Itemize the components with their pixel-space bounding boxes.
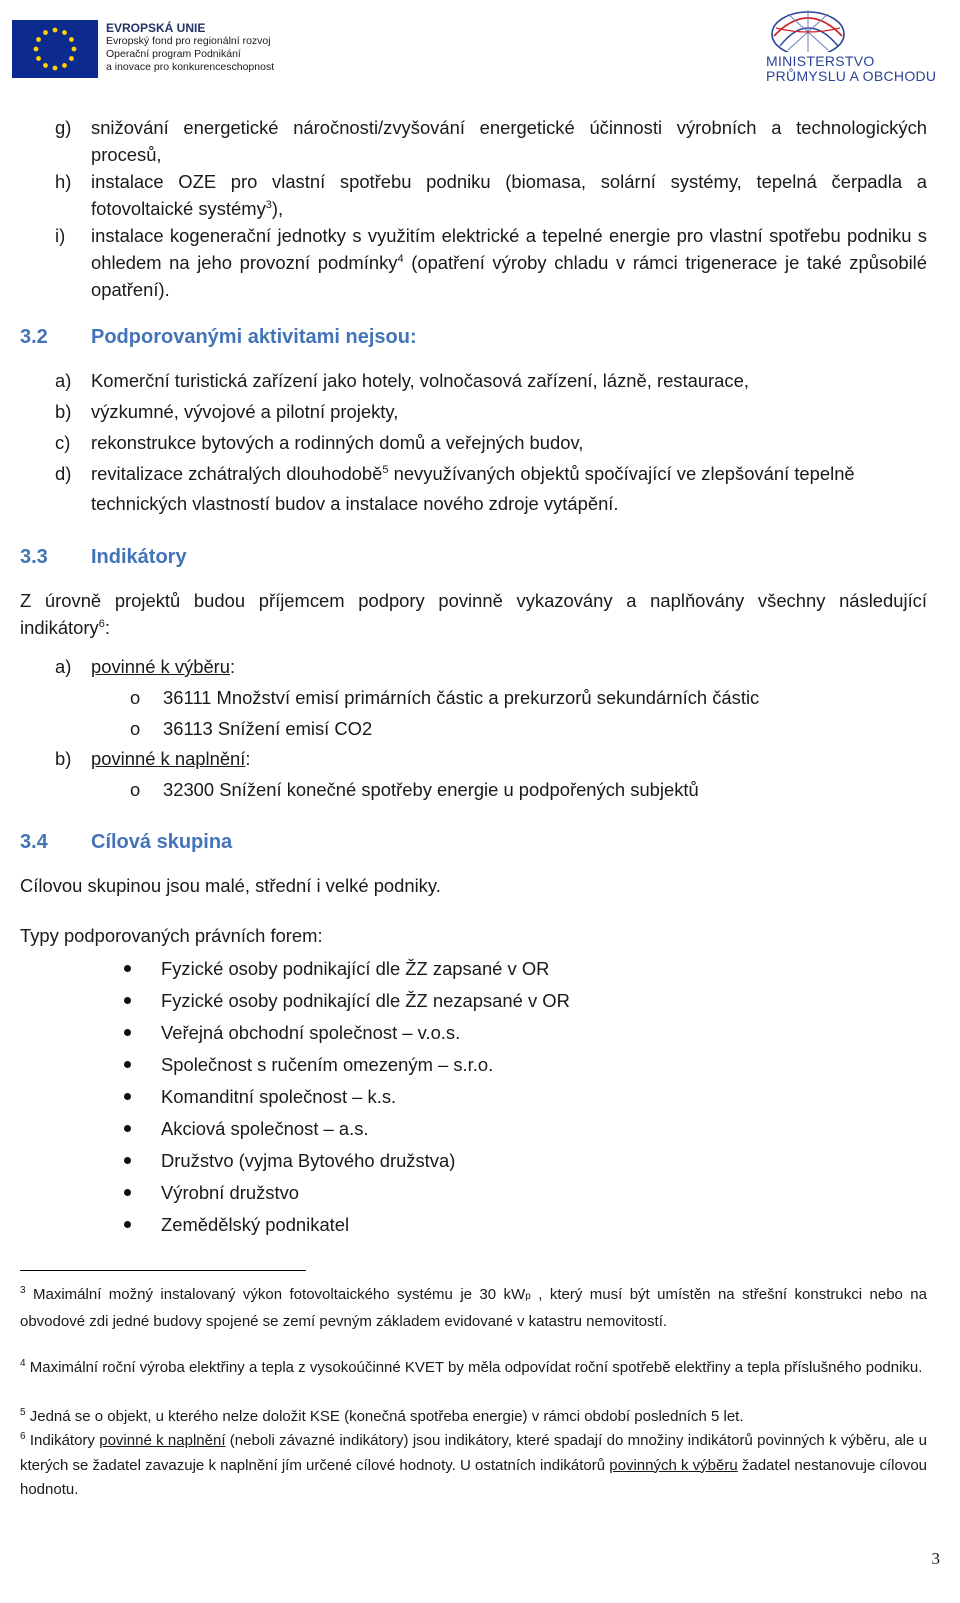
eu-line: a inovace pro konkurenceschopnost: [106, 61, 275, 73]
footnote-text: Indikátory: [29, 1432, 100, 1449]
list-marker: a): [55, 370, 72, 391]
group-label-text: povinné k naplnění: [91, 748, 246, 769]
footnote-ref[interactable]: 6: [98, 618, 105, 630]
list-text: snižování energetické náročnosti/zvyšování energetické účinnosti výrobních a technologických procesů,: [91, 117, 927, 165]
footnote: [20, 1356, 927, 1381]
footnote-term: povinné k naplnění: [99, 1432, 226, 1449]
legal-form-text: Družstvo (vyjma Bytového družstva): [161, 1150, 456, 1171]
list-marker: a): [55, 656, 72, 677]
bullet-icon: [124, 1157, 131, 1164]
footnote: [20, 1405, 927, 1430]
bullet-icon: [124, 965, 131, 972]
group-label: [91, 653, 235, 680]
list-marker: g): [55, 117, 72, 138]
list-text: výzkumné, vývojové a pilotní projekty,: [91, 401, 399, 422]
section-title: Indikátory: [91, 546, 187, 568]
eu-line: Operační program Podnikání: [106, 48, 241, 60]
footnote-text: Jedná se o objekt, u kterého nelze doložit KSE (konečná spotřeba energie) v rámci období posledních 5 let.: [29, 1408, 744, 1425]
list-text-part: instalace OZE pro vlastní spotřebu podniku (biomasa, solární systémy, tepelná čerpadla a fotovoltaické systémy: [91, 171, 927, 219]
footnote-number: 3: [20, 1285, 26, 1296]
list-text: Komerční turistická zařízení jako hotely, volnočasová zařízení, lázně, restaurace,: [91, 370, 749, 391]
globe-icon: [768, 6, 848, 52]
footnote-number: 4: [20, 1358, 26, 1369]
footnote-number: 6: [20, 1431, 26, 1442]
sub-bullet: o: [130, 718, 141, 739]
group-label-colon: :: [230, 656, 236, 677]
list-text: rekonstrukce bytových a rodinných domů a veřejných budov,: [91, 432, 584, 453]
indicator-text: 36111 Množství emisí primárních částic a prekurzorů sekundárních částic: [163, 687, 760, 708]
footnote: [20, 1283, 927, 1334]
list-text: [91, 222, 927, 303]
list-text-part: nevyužívaných objektů spočívající ve zlepšování tepelně: [388, 463, 855, 484]
eu-title: EVROPSKÁ UNIE: [106, 21, 206, 35]
footnote-ref[interactable]: 5: [382, 464, 389, 476]
legal-form-text: Fyzické osoby podnikající dle ŽZ zapsané v OR: [161, 958, 550, 979]
intro-text: Z úrovně projektů budou příjemcem podpory povinně vykazovány a naplňovány všechny následující indikátory: [20, 590, 927, 638]
bullet-icon: [124, 1189, 131, 1196]
eu-logo-text: [106, 22, 274, 74]
sub-bullet: o: [130, 687, 141, 708]
legal-form-text: Akciová společnost – a.s.: [161, 1118, 369, 1139]
mpo-logo: [766, 6, 956, 92]
section-number: 3.3: [20, 546, 48, 568]
group-label-colon: :: [245, 748, 251, 769]
legal-forms-title: Typy podporovaných právních forem:: [20, 925, 323, 946]
legal-form-text: Veřejná obchodní společnost – v.o.s.: [161, 1022, 461, 1043]
group-label: [91, 745, 251, 772]
list-marker: h): [55, 171, 72, 192]
bullet-icon: [124, 1125, 131, 1132]
eu-line: Evropský fond pro regionální rozvoj: [106, 35, 271, 47]
legal-form-text: Zemědělský podnikatel: [161, 1214, 350, 1235]
legal-form-text: Výrobní družstvo: [161, 1182, 299, 1203]
footnote-text: žadatel nestanovuje cílovou hodnotu.: [20, 1456, 928, 1498]
list-text-part: instalace kogenerační jednotky s využitím elektrické a tepelné energie pro vlastní spotřebu podniku s ohledem na jeho provozní podmínky: [91, 225, 927, 273]
section-intro: [20, 587, 927, 641]
footnote-ref[interactable]: 4: [397, 253, 404, 265]
list-marker: c): [55, 432, 71, 453]
list-text: [91, 460, 927, 487]
eu-flag-icon: [12, 20, 98, 78]
eu-logo: [12, 20, 282, 82]
bullet-icon: [124, 1093, 131, 1100]
footnote-text: Maximální možný instalovaný výkon fotovoltaického systému je 30 kW: [33, 1286, 526, 1303]
legal-form-text: Komanditní společnost – k.s.: [161, 1086, 397, 1107]
mpo-line: MINISTERSTVO: [766, 53, 875, 69]
footnote-term: povinných k výběru: [609, 1456, 738, 1474]
legal-form-text: Společnost s ručením omezeným – s.r.o.: [161, 1054, 494, 1075]
bullet-icon: [124, 1061, 131, 1068]
footnote-text: Maximální roční výroba elektřiny a tepla z vysokoúčinné KVET by měla odpovídat roční spotřebě elektřiny a tepla příslušného podniku.: [29, 1359, 923, 1376]
list-text: [91, 168, 927, 222]
footnote-text: (neboli závazné indikátory) jsou indikátory, které spadají do množiny indikátorů povinných k výběru, ale u kterých se žadatel zavazuje k naplnění jím určené cílové hodnoty. U ostatních indikátorů: [20, 1432, 927, 1474]
list-text-part: (opatření výroby chladu v rámci trigenerace je také způsobilé opatření).: [91, 252, 927, 300]
legal-form-text: Fyzické osoby podnikající dle ŽZ nezapsané v OR: [161, 990, 570, 1011]
group-label-text: povinné k výběru: [91, 656, 231, 677]
footnote-text: p: [525, 1291, 531, 1302]
mpo-logo-text: [766, 54, 936, 84]
list-text-part: ),: [271, 198, 284, 219]
section-title: Podporovanými aktivitami nejsou:: [91, 326, 417, 348]
bullet-icon: [124, 997, 131, 1004]
section-number: 3.4: [20, 831, 48, 853]
list-marker: b): [55, 401, 72, 422]
list-text-part: revitalizace zchátralých dlouhodobě: [91, 463, 383, 484]
footnote-separator: [20, 1270, 306, 1271]
mpo-line: PRŮMYSLU A OBCHODU: [766, 68, 937, 84]
list-text-continued: technických vlastností budov a instalace nového zdroje vytápění.: [91, 493, 619, 514]
footnote: [20, 1429, 927, 1503]
bullet-icon: [124, 1029, 131, 1036]
indicator-text: 36113 Snížení emisí CO2: [163, 718, 373, 739]
footnote-ref[interactable]: 3: [265, 199, 272, 211]
list-marker: b): [55, 748, 72, 769]
section-number: 3.2: [20, 326, 48, 348]
list-marker: d): [55, 463, 72, 484]
sub-bullet: o: [130, 779, 141, 800]
intro-text: :: [104, 617, 110, 638]
list-marker: i): [55, 225, 66, 246]
section-title: Cílová skupina: [91, 831, 233, 853]
target-group-text: Cílovou skupinou jsou malé, střední i velké podniky.: [20, 875, 441, 896]
footnote-text: , který musí být umístěn na střešní konstrukci nebo na obvodové zdi jedné budovy spojené se zemí pevným základem evidované v katastru nemovitostí.: [20, 1286, 927, 1330]
indicator-text: 32300 Snížení konečné spotřeby energie u podpořených subjektů: [163, 779, 699, 800]
footnote-number: 5: [20, 1407, 26, 1418]
bullet-icon: [124, 1221, 131, 1228]
page-number: 3: [931, 1549, 940, 1568]
